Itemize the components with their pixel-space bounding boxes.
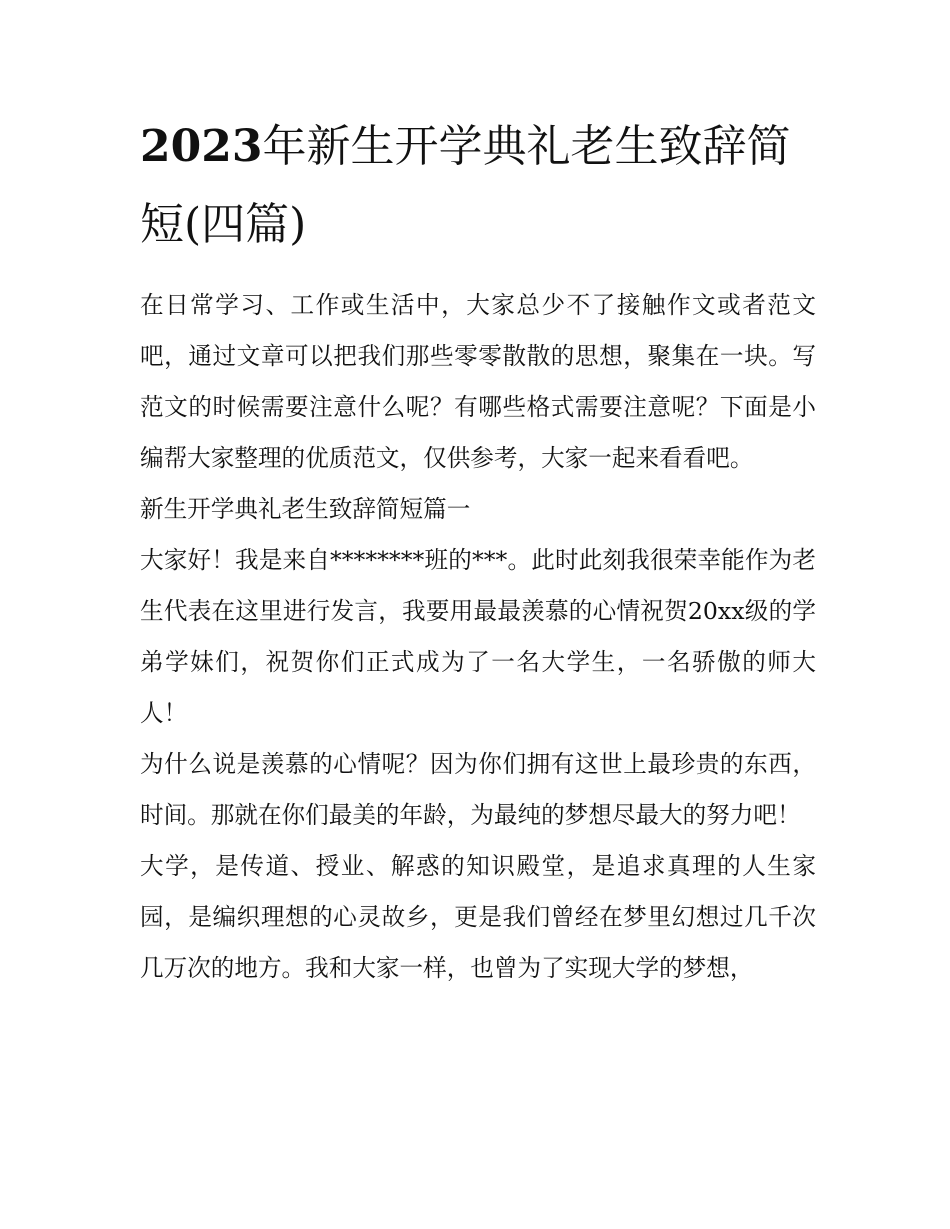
document-title bbox=[140, 108, 816, 264]
title-text: 年新生开学典礼老生致辞简短(四篇) bbox=[140, 121, 791, 250]
title-year: 2023 bbox=[140, 121, 263, 172]
intro-paragraph: 在日常学习、工作或生活中，大家总少不了接触作文或者范文吧，通过文章可以把我们那些零零散散的思想，聚集在一块。写范文的时候需要注意什么呢？有哪些格式需要注意呢？下面是小编帮大家整理的优质范文，仅供参考，大家一起来看看吧。 bbox=[140, 291, 816, 472]
document-page bbox=[140, 108, 816, 994]
body-paragraph: 大家好！我是来自********班的***。此时此刻我很荣幸能作为老生代表在这里进行发言，我要用最最羡慕的心情祝贺20xx级的学弟学妹们，祝贺你们正式成为了一名大学生，一名骄傲的师大人！ bbox=[140, 546, 816, 727]
body-paragraph: 为什么说是羡慕的心情呢？因为你们拥有这世上最珍贵的东西，时间。那就在你们最美的年龄，为最纯的梦想尽最大的努力吧！ bbox=[140, 750, 816, 829]
document-body bbox=[140, 280, 816, 994]
body-paragraph: 大学，是传道、授业、解惑的知识殿堂，是追求真理的人生家园，是编织理想的心灵故乡，更是我们曾经在梦里幻想过几千次几万次的地方。我和大家一样，也曾为了实现大学的梦想， bbox=[140, 852, 816, 982]
section-heading: 新生开学典礼老生致辞简短篇一 bbox=[140, 495, 471, 523]
